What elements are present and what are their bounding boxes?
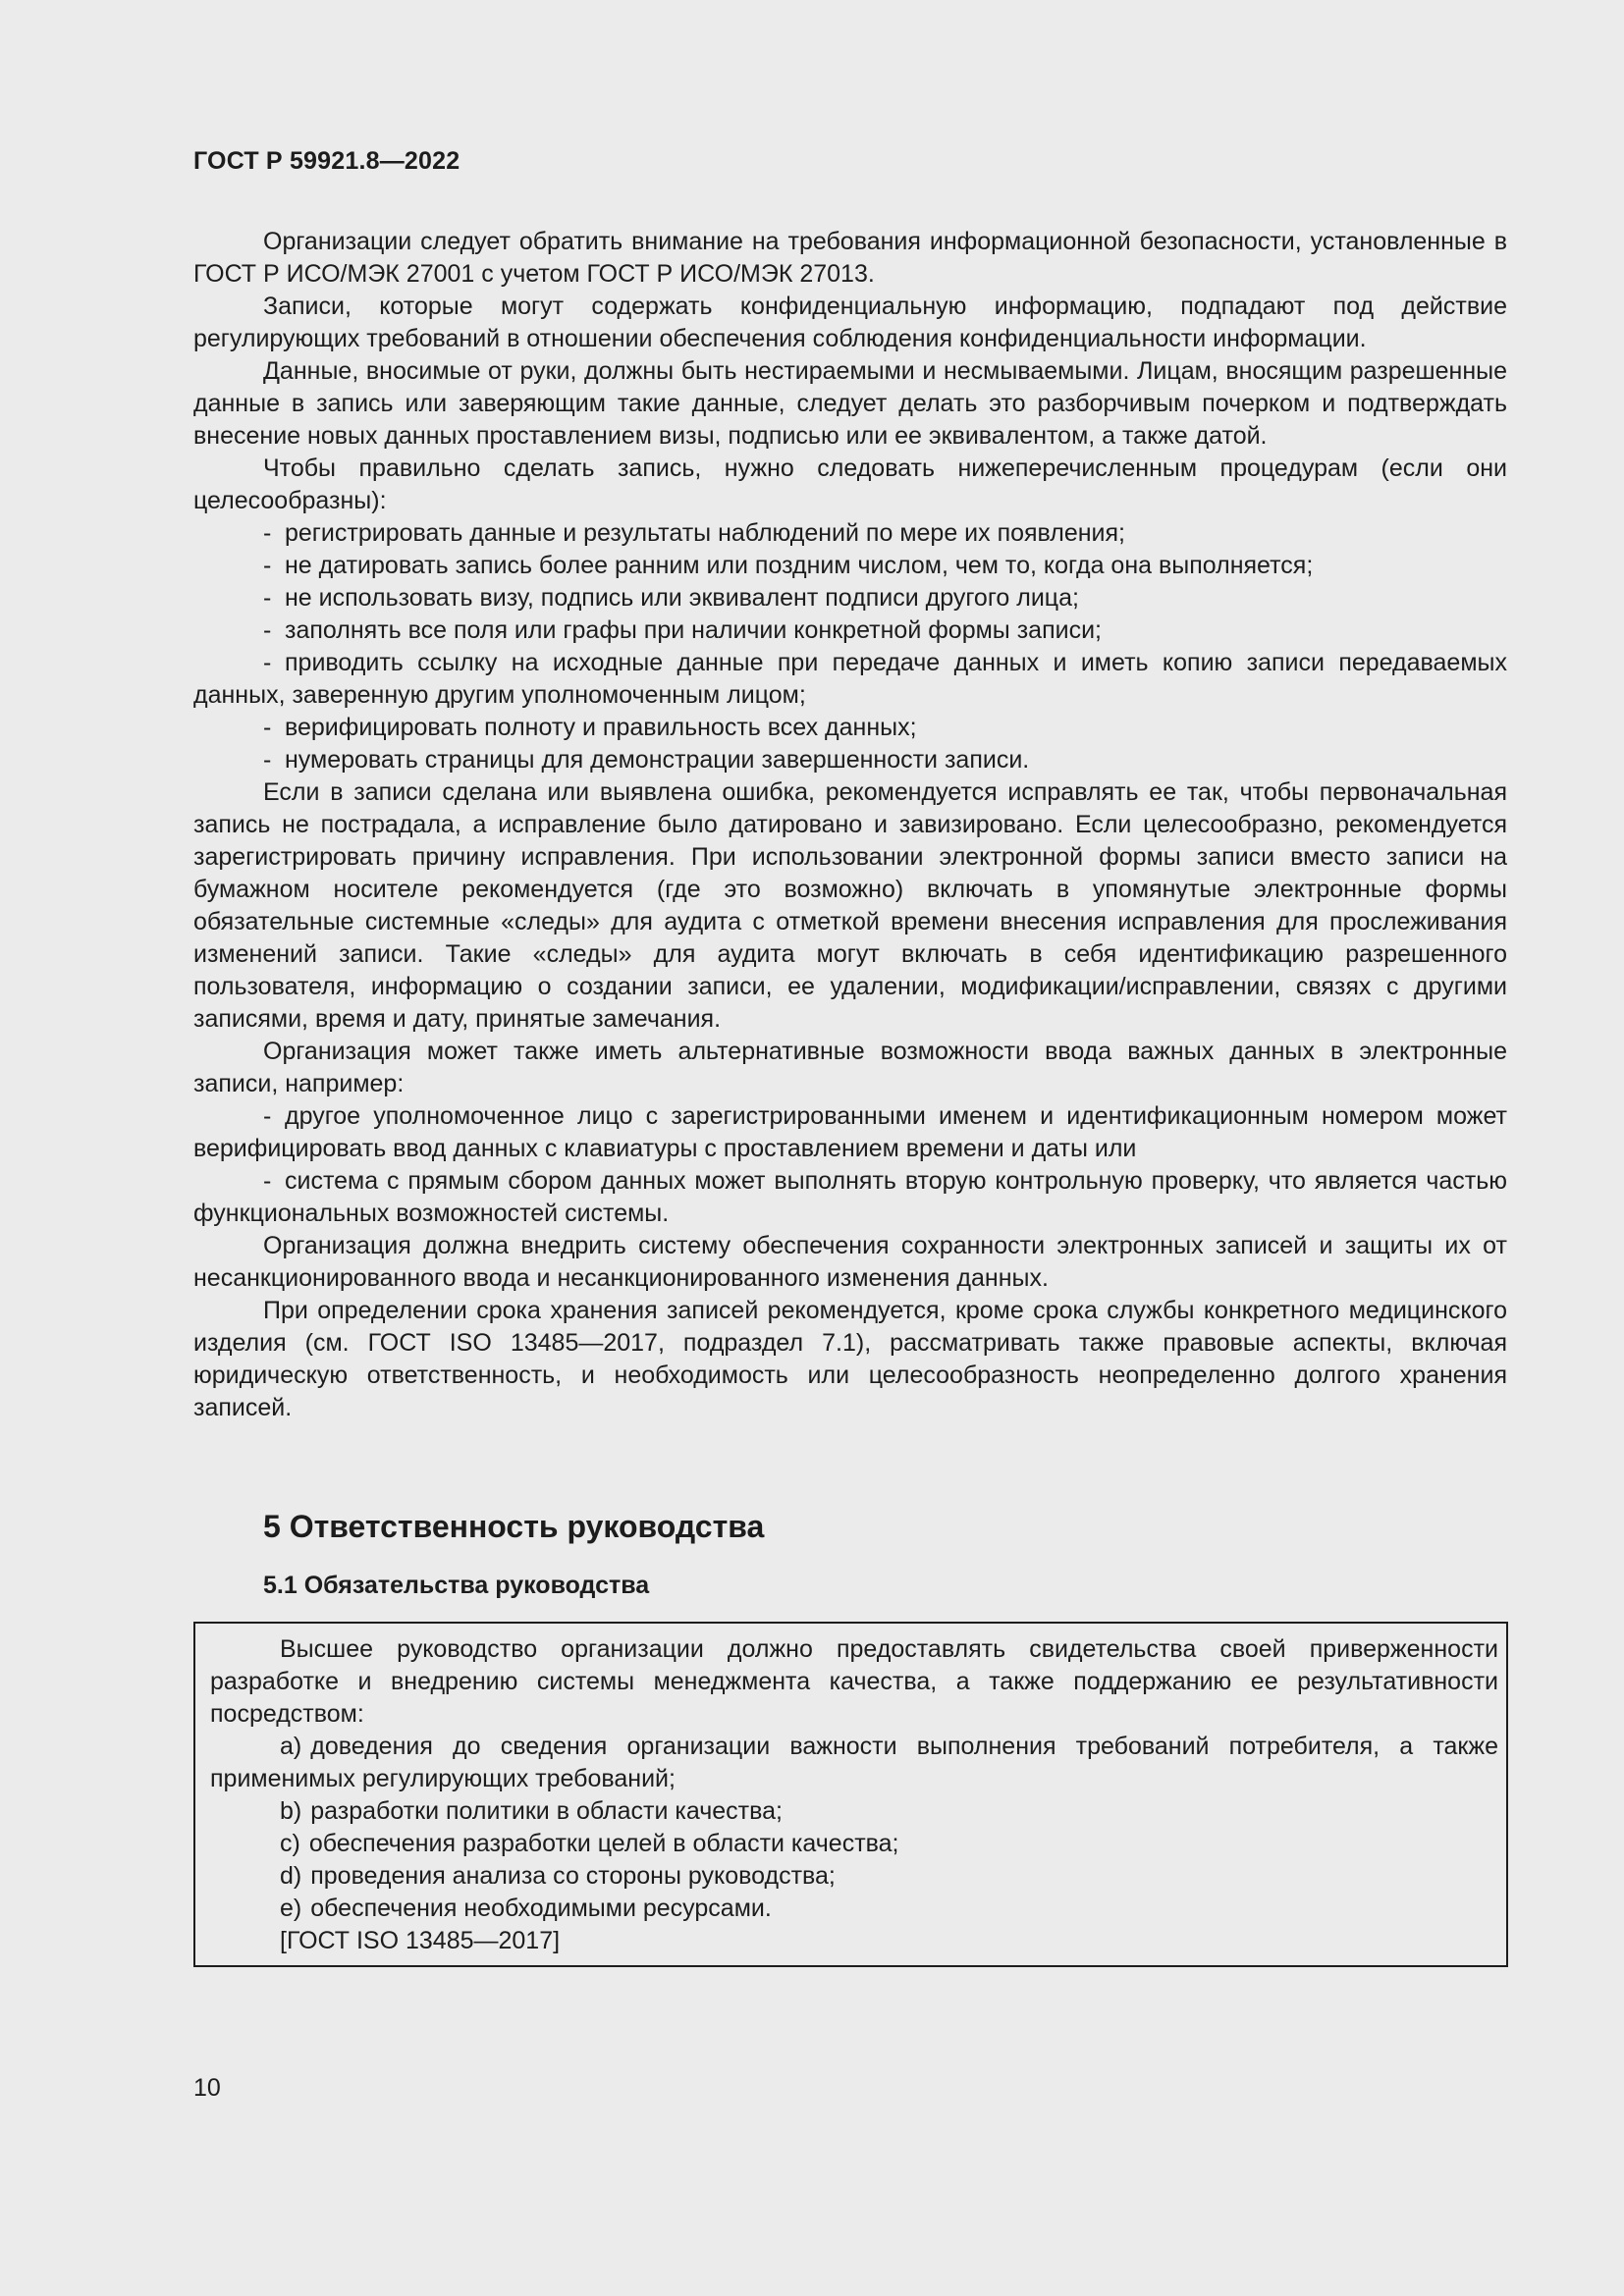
- paragraph: Данные, вносимые от руки, должны быть нестираемыми и несмываемыми. Лицам, вносящим разрешенные данные в запись или заверяющим такие данные, следует делать это разборчивым почерком и подтверждать внесение новых данных проставлением визы, подписью или ее эквивалентом, а также датой.: [193, 357, 1507, 450]
- bullet-item: [193, 712, 1507, 744]
- dash-marker: -: [263, 1102, 272, 1130]
- bullet-text: другое уполномоченное лицо с зарегистрированными именем и идентификационным номером может верифицировать ввод данных с клавиатуры с проставлением времени и даты или: [193, 1102, 1507, 1162]
- list-item-text: обеспечения необходимыми ресурсами.: [310, 1895, 772, 1922]
- quote-intro: Высшее руководство организации должно предоставлять свидетельства своей приверженности разработке и внедрению системы менеджмента качества, а также поддержанию ее результативности посредством:: [210, 1635, 1498, 1728]
- list-marker: b): [280, 1797, 302, 1825]
- paragraph: Записи, которые могут содержать конфиденциальную информацию, подпадают под действие регулирующих требований в отношении обеспечения соблюдения конфиденциальности информации.: [193, 293, 1507, 352]
- document-header-code: ГОСТ Р 59921.8—2022: [193, 147, 460, 175]
- dash-marker: -: [263, 1167, 272, 1195]
- list-marker: a): [280, 1733, 302, 1760]
- dash-marker: -: [263, 616, 272, 644]
- bullet-text: не использовать визу, подпись или эквивалент подписи другого лица;: [285, 584, 1079, 612]
- dash-marker: -: [263, 519, 272, 547]
- bullet-item: [193, 582, 1507, 614]
- quoted-requirement-box: [193, 1622, 1508, 1967]
- dash-marker: -: [263, 584, 272, 612]
- bullet-item: [193, 550, 1507, 582]
- quote-list-item: [210, 1828, 1498, 1860]
- bullet-text: верифицировать полноту и правильность всех данных;: [285, 714, 917, 741]
- bullet-item: [193, 614, 1507, 647]
- list-item-text: доведения до сведения организации важности выполнения требований потребителя, а также применимых регулирующих требований;: [210, 1733, 1498, 1792]
- page-number: 10: [193, 2074, 221, 2102]
- bullet-item: [193, 517, 1507, 550]
- paragraph: Организация должна внедрить систему обеспечения сохранности электронных записей и защиты их от несанкционированного ввода и несанкционированного изменения данных.: [193, 1232, 1507, 1292]
- bullet-item: [193, 744, 1507, 776]
- bullet-item: [193, 1165, 1507, 1230]
- bullet-text: нумеровать страницы для демонстрации завершенности записи.: [285, 746, 1030, 774]
- bullet-text: регистрировать данные и результаты наблюдений по мере их появления;: [285, 519, 1126, 547]
- section-title: 5 Ответственность руководства: [263, 1509, 765, 1544]
- list-marker: e): [280, 1895, 302, 1922]
- bullet-text: не датировать запись более ранним или поздним числом, чем то, когда она выполняется;: [285, 552, 1314, 579]
- bullet-text: система с прямым сбором данных может выполнять вторую контрольную проверку, что является частью функциональных возможностей системы.: [193, 1167, 1507, 1227]
- quote-list-item: [210, 1731, 1498, 1795]
- list-item-text: разработки политики в области качества;: [310, 1797, 783, 1825]
- list-item-text: обеспечения разработки целей в области качества;: [308, 1830, 899, 1857]
- dash-marker: -: [263, 552, 272, 579]
- bullet-item: [193, 647, 1507, 712]
- paragraph: Если в записи сделана или выявлена ошибка, рекомендуется исправлять ее так, чтобы первоначальная запись не пострадала, а исправление было датировано и завизировано. Если целесообразно, рекомендуется зарегистрировать причину исправления. При использовании электронной формы записи вместо записи на бумажном носителе рекомендуется (где это возможно) включать в упомянутые электронные формы обязательные системные «следы» для аудита с отметкой времени внесения исправления для прослеживания изменений записи. Такие «следы» для аудита могут включать в себя идентификацию разрешенного пользователя, информацию о создании записи, ее удалении, модификации/исправлении, связях с другими записями, время и дату, принятые замечания.: [193, 778, 1507, 1033]
- subsection-title: 5.1 Обязательства руководства: [263, 1572, 650, 1599]
- bullet-item: [193, 1100, 1507, 1165]
- dash-marker: -: [263, 746, 272, 774]
- paragraph: Организации следует обратить внимание на требования информационной безопасности, установленные в ГОСТ Р ИСО/МЭК 27001 с учетом ГОСТ Р ИСО/МЭК 27013.: [193, 228, 1507, 288]
- body-text: [193, 226, 1507, 1424]
- paragraph: При определении срока хранения записей рекомендуется, кроме срока службы конкретного медицинского изделия (см. ГОСТ ISO 13485—2017, подраздел 7.1), рассматривать также правовые аспекты, включая юридическую ответственность, и необходимость или целесообразность неопределенно долгого хранения записей.: [193, 1297, 1507, 1421]
- list-marker: d): [280, 1862, 302, 1890]
- bullet-text: приводить ссылку на исходные данные при передаче данных и иметь копию записи передаваемых данных, заверенную другим уполномоченным лицом;: [193, 649, 1507, 709]
- quote-list-item: [210, 1893, 1498, 1925]
- dash-marker: -: [263, 714, 272, 741]
- quote-list-item: [210, 1860, 1498, 1893]
- paragraph: Чтобы правильно сделать запись, нужно следовать нижеперечисленным процедурам (если они целесообразны):: [193, 454, 1507, 514]
- bullet-text: заполнять все поля или графы при наличии конкретной формы записи;: [285, 616, 1102, 644]
- dash-marker: -: [263, 649, 272, 676]
- list-item-text: проведения анализа со стороны руководства;: [310, 1862, 836, 1890]
- quote-source: [ГОСТ ISO 13485—2017]: [280, 1927, 561, 1954]
- paragraph: Организация может также иметь альтернативные возможности ввода важных данных в электронные записи, например:: [193, 1038, 1507, 1097]
- quote-list-item: [210, 1795, 1498, 1828]
- list-marker: c): [280, 1830, 300, 1857]
